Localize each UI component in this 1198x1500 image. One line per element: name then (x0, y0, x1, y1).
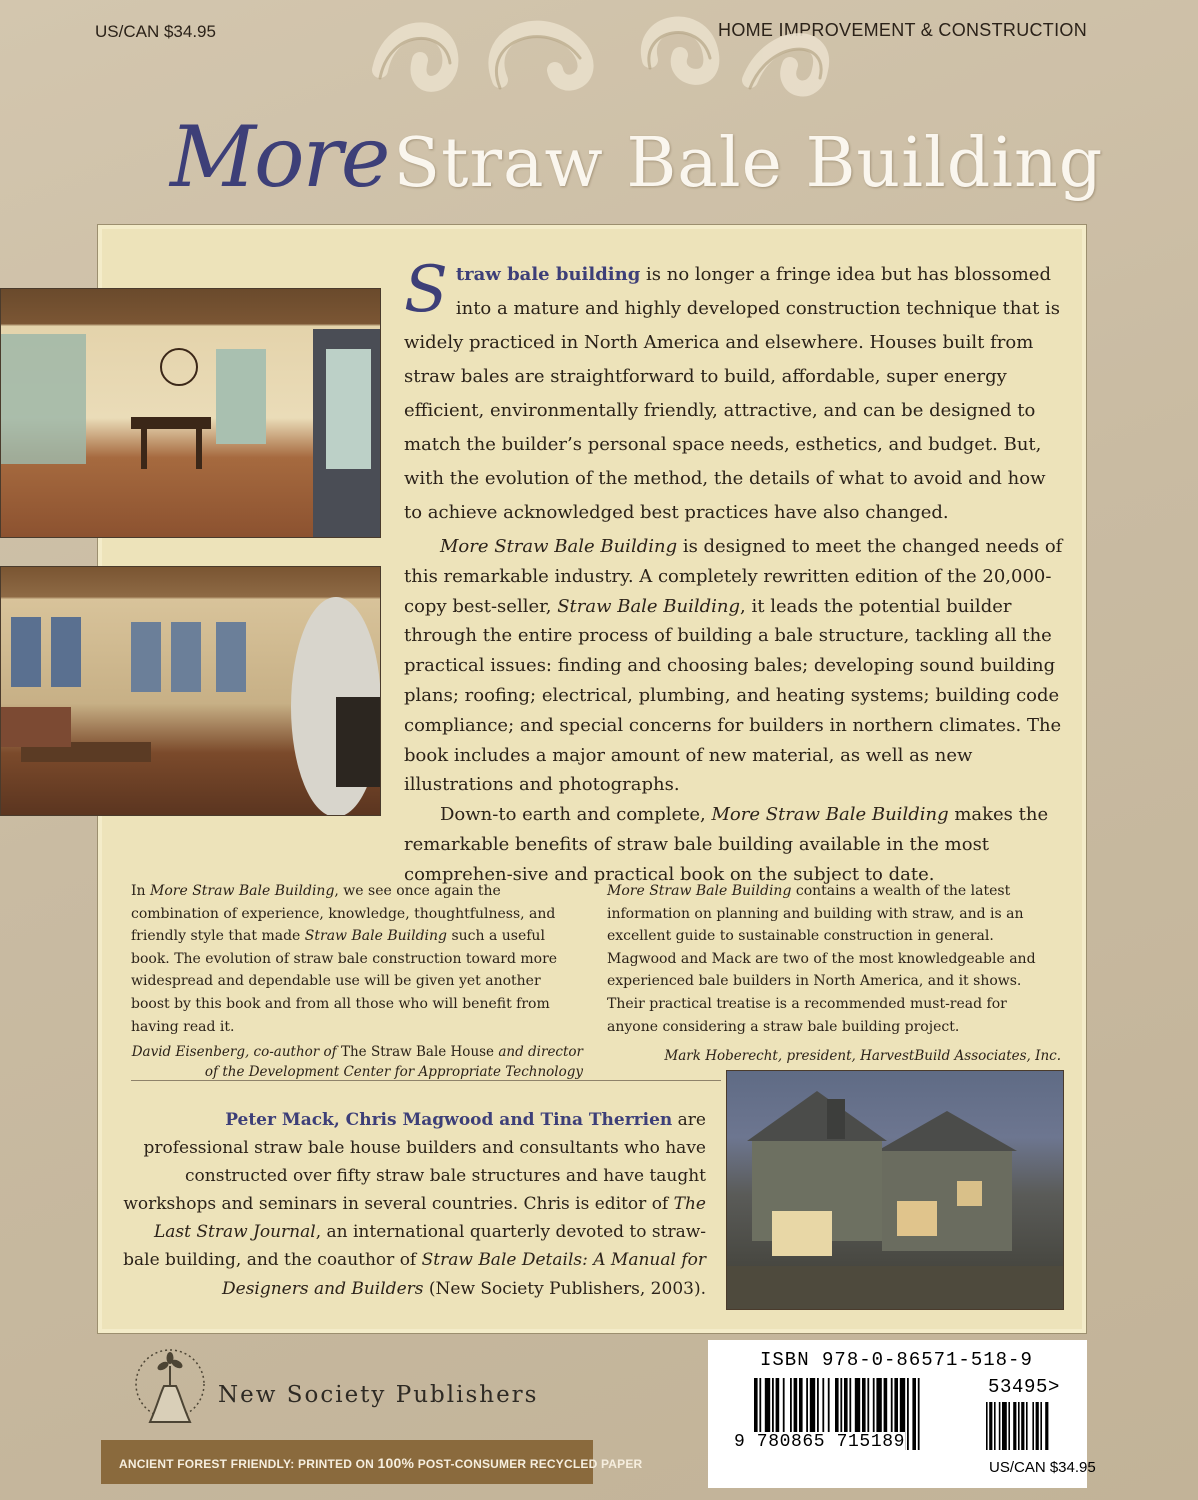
publisher-name: New Society Publishers (218, 1382, 539, 1408)
intro-title-ref-3: More Straw Bale Building (711, 804, 949, 826)
recycled-paper-strip (101, 1440, 643, 1484)
intro-paragraph-2a: is designed to meet the changed needs of this remarkable industry. A completely rewritten edition of the 20,000-copy best-seller, (404, 536, 1063, 617)
book-title (170, 108, 1103, 206)
author-names: Peter Mack, Chris Magwood and Tina Therrien (225, 1110, 673, 1130)
review-hoberecht (607, 880, 1061, 1066)
intro-paragraph-3b: makes the remarkable benefits of straw bale building available in the most comprehen-sive and practical book on the subject to date. (404, 804, 1049, 885)
review-text: In (131, 883, 150, 899)
interior-living-room-photo (0, 566, 381, 816)
review-title-ref: More Straw Bale Building (150, 883, 335, 899)
journal-title: The Last Straw Journal (153, 1194, 706, 1243)
intro-lead: traw bale building (455, 264, 641, 285)
barcode-panel (708, 1340, 1096, 1488)
drop-cap: S (404, 253, 448, 327)
intro-title-ref-2: Straw Bale Building (557, 595, 741, 617)
review-title-ref: Straw Bale Building (304, 928, 447, 945)
review-attribution: David Eisenberg, co-author of The Straw Bale House and director of the Development Center for Appropriate Technology (131, 1044, 583, 1081)
category-label: HOME IMPROVEMENT & CONSTRUCTION (718, 20, 1087, 40)
recycled-paper-note: ANCIENT FOREST FRIENDLY: PRINTED ON 100% POST-CONSUMER RECYCLED PAPER (119, 1455, 643, 1471)
book-ref: Straw Bale Details: A Manual for Designers and Builders (222, 1250, 706, 1299)
divider (131, 1080, 721, 1081)
title-main: Straw Bale Building (393, 124, 1104, 203)
review-attribution: Mark Hoberecht, president, HarvestBuild Associates, Inc. (664, 1048, 1061, 1065)
title-more: More (170, 108, 389, 206)
price-addon-code: 53495> (988, 1376, 1061, 1398)
intro-text (404, 253, 1064, 890)
straw-bale-house-exterior-photo (726, 1070, 1064, 1310)
review-eisenberg (131, 880, 583, 1082)
author-bio: Peter Mack, Chris Magwood and Tina Therrien are professional straw bale house builders and consultants who have constructed over fifty straw bale structures and have taught workshops and seminars in several countries. Chris is editor of The Last Straw Journal, an international quarterly devoted to straw-bale building, and the coauthor of Straw Bale Details: A Manual for Designers and Builders (New Society Publishers, 2003). (123, 1110, 706, 1299)
interior-dining-photo (0, 288, 381, 538)
price-label: US/CAN $34.95 (95, 22, 216, 41)
isbn-text: ISBN 978-0-86571-518-9 (760, 1349, 1033, 1371)
review-text: , we see once again the combination of experience, knowledge, thoughtfulness, and friendly style that made (131, 883, 556, 945)
barcode-price: US/CAN $34.95 (989, 1459, 1096, 1476)
intro-paragraph-2b: , it leads the potential builder through the entire process of building a bale structure, tackling all the practical issues: finding and choosing bales; developing sound building plans; roofing; electrical, plumbing, and heating systems; building code compliance; and special concerns for builders in northern climates. The book includes a major amount of new material, as well as new illustrations and photographs. (404, 595, 1062, 796)
review-text: such a useful book. The evolution of straw bale construction toward more widespread and dependable use will be given yet another boost by this book and from all those who will benefit from having read it. (131, 928, 558, 1035)
review-title-ref: More Straw Bale Building (607, 883, 792, 899)
review-text: contains a wealth of the latest information on planning and building with straw, and is an excellent guide to sustainable construction in general. Magwood and Mack are two of the most knowledgeable and experienced bale builders in North America, and it shows. Their practical treatise is a recommended must-read for anyone considering a straw bale building project. (607, 883, 1036, 1035)
publisher-tree-logo-icon (130, 1344, 210, 1428)
intro-title-ref: More Straw Bale Building (440, 536, 678, 557)
intro-paragraph-1: is no longer a fringe idea but has blossomed into a mature and highly developed construction technique that is widely practiced in North America and elsewhere. Houses built from straw bales are straightforward to build, affordable, super energy efficient, environmentally friendly, attractive, and can be designed to match the builder’s personal space needs, esthetics, and budget. But, with the evolution of the method, the details of what to avoid and how to achieve acknowledged best practices have also changed. (404, 264, 1061, 523)
barcode-digits: 9 780865 715189 (734, 1432, 906, 1452)
intro-paragraph-3a: Down-to earth and complete, (440, 804, 712, 826)
